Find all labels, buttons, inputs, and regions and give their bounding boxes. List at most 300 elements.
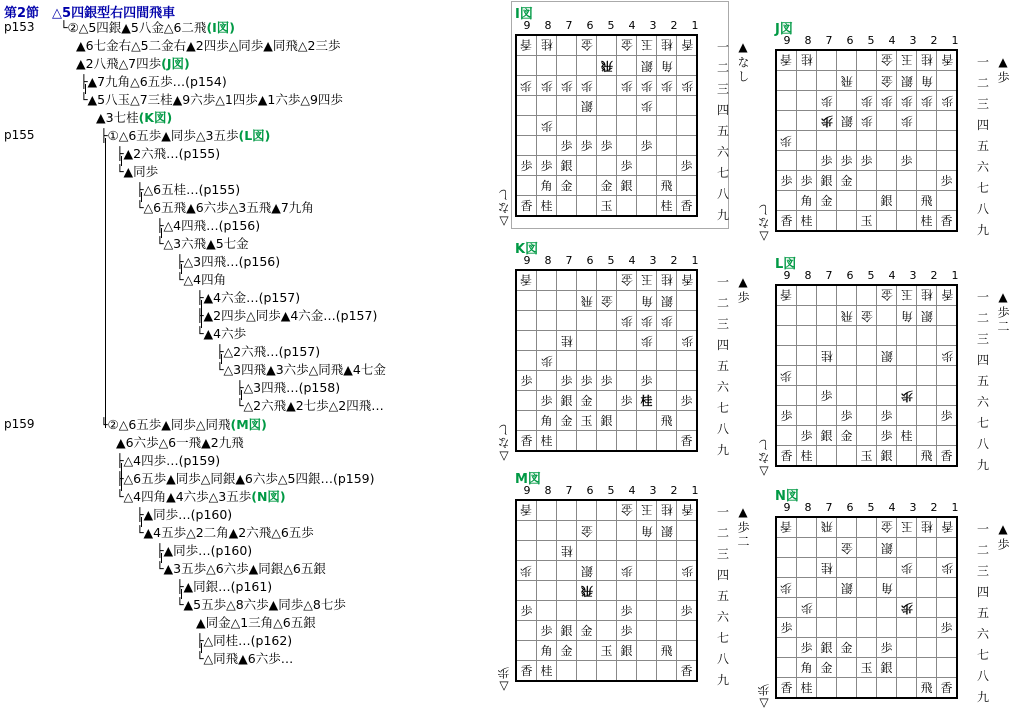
board-square: [877, 326, 897, 346]
board-piece: 玉: [637, 35, 657, 56]
board-square: [597, 621, 617, 641]
tree-line: [196, 651, 293, 666]
board-piece: 金: [817, 191, 837, 211]
board-square: [657, 601, 677, 621]
board-square: [577, 270, 597, 291]
tree-line: [136, 200, 314, 215]
board-square: [837, 618, 857, 638]
board-piece: 金: [557, 641, 577, 661]
board-piece: 金: [617, 270, 637, 291]
board-square: [657, 371, 677, 391]
rank-number: 一: [716, 505, 729, 519]
board-piece: 歩: [797, 426, 817, 446]
rank-number: 九: [716, 208, 729, 222]
file-number: 8: [544, 19, 552, 32]
board-square: [857, 50, 877, 71]
board-square: [877, 678, 897, 699]
file-number: 4: [628, 484, 636, 497]
board-piece: 銀: [617, 176, 637, 196]
board-square: [776, 638, 797, 658]
board-piece: 香: [516, 196, 537, 217]
board-piece: 金: [837, 171, 857, 191]
board-square: [776, 598, 797, 618]
board-square: [817, 618, 837, 638]
board-square: [597, 391, 617, 411]
board-piece: 歩: [937, 91, 958, 111]
board-square: [877, 306, 897, 326]
tree-line: [80, 92, 343, 107]
board-piece: 香: [677, 431, 698, 452]
board-square: [917, 406, 937, 426]
file-number: 4: [628, 19, 636, 32]
board-square: [577, 351, 597, 371]
board-square: [637, 661, 657, 682]
board-square: [577, 541, 597, 561]
sente-hand: ▲歩二: [996, 290, 1010, 334]
board-piece: 銀: [817, 426, 837, 446]
board-square: [537, 311, 557, 331]
board-square: [537, 521, 557, 541]
rank-number: 三: [976, 332, 989, 346]
board-piece: 銀: [577, 561, 597, 581]
board-square: [877, 386, 897, 406]
move-text: ├△3四飛…(p158): [236, 380, 341, 395]
board-square: [597, 96, 617, 116]
shogi-diagram: [497, 240, 750, 464]
tree-branch-line: [105, 138, 106, 428]
board-square: [877, 558, 897, 578]
move-text: ├▲2六飛…(p155): [116, 146, 221, 161]
board-piece: 金: [877, 285, 897, 306]
board-piece: 歩: [537, 351, 557, 371]
board-square: [516, 581, 537, 601]
tree-line: [236, 398, 384, 413]
board-square: [817, 678, 837, 699]
rank-number: 七: [976, 648, 989, 662]
board-square: [557, 601, 577, 621]
rank-number: 六: [716, 610, 729, 624]
page-ref: p153: [4, 20, 35, 34]
board-piece: 玉: [857, 446, 877, 467]
board-square: [857, 638, 877, 658]
board-square: [677, 581, 698, 601]
tree-line: [116, 146, 220, 161]
board-square: [776, 151, 797, 171]
board-square: [537, 56, 557, 76]
board-square: [516, 411, 537, 431]
file-number: 5: [867, 501, 875, 514]
rank-number: 四: [716, 103, 729, 117]
board-piece: 角: [537, 641, 557, 661]
board-piece: 銀: [897, 71, 917, 91]
board-piece: 歩: [897, 598, 917, 618]
rank-number: 二: [976, 76, 989, 90]
file-number: 4: [888, 269, 896, 282]
rank-number: 六: [716, 145, 729, 159]
board-square: [577, 601, 597, 621]
board-square: [537, 541, 557, 561]
board-piece: 香: [937, 678, 958, 699]
board-square: [857, 285, 877, 306]
board-piece: 金: [877, 71, 897, 91]
board-square: [797, 386, 817, 406]
tree-line: [216, 362, 386, 377]
file-number: 1: [951, 34, 959, 47]
board-square: [617, 136, 637, 156]
board-square: [817, 285, 837, 306]
board-piece: 金: [557, 411, 577, 431]
board-square: [677, 136, 698, 156]
board-piece: 銀: [877, 538, 897, 558]
board-square: [897, 658, 917, 678]
board-square: [857, 71, 877, 91]
file-number: 6: [586, 254, 594, 267]
board-piece: 香: [776, 211, 797, 232]
gote-hand: △歩: [757, 683, 771, 711]
board-square: [557, 270, 577, 291]
board-square: [637, 641, 657, 661]
rank-number: 一: [976, 290, 989, 304]
board-piece: 歩: [516, 561, 537, 581]
rank-number: 四: [976, 118, 989, 132]
board-piece: 歩: [516, 76, 537, 96]
move-text: └△6五飛▲6六歩△3五飛▲7九角: [136, 200, 314, 215]
move-text: └▲3五歩△6六歩▲同銀△6五銀: [156, 561, 326, 576]
gote-hand: △なし: [497, 188, 511, 229]
board-square: [516, 391, 537, 411]
board-piece: 歩: [557, 371, 577, 391]
file-number: 4: [888, 34, 896, 47]
board-piece: 香: [516, 500, 537, 521]
board-square: [657, 96, 677, 116]
tree-line: [116, 489, 286, 504]
board-square: [617, 116, 637, 136]
board-square: [577, 331, 597, 351]
board-square: [537, 371, 557, 391]
board-piece: 香: [677, 500, 698, 521]
board-square: [637, 411, 657, 431]
board-square: [817, 366, 837, 386]
file-number: 9: [783, 269, 791, 282]
board-square: [797, 406, 817, 426]
board-piece: 銀: [597, 411, 617, 431]
board-square: [797, 618, 817, 638]
board-square: [657, 116, 677, 136]
board-square: [516, 291, 537, 311]
board-grid: [515, 499, 698, 682]
rank-number: 三: [716, 82, 729, 96]
board-square: [897, 638, 917, 658]
board-square: [597, 541, 617, 561]
file-number: 5: [867, 34, 875, 47]
page-ref: p155: [4, 128, 35, 142]
board-piece: 金: [857, 306, 877, 326]
board-square: [776, 426, 797, 446]
board-piece: 歩: [637, 96, 657, 116]
board-square: [817, 578, 837, 598]
rank-number: 五: [716, 589, 729, 603]
board-square: [837, 386, 857, 406]
rank-number: 二: [716, 526, 729, 540]
board-square: [597, 601, 617, 621]
board-piece: 金: [617, 35, 637, 56]
board-piece: 香: [516, 661, 537, 682]
board-piece: 銀: [837, 578, 857, 598]
board-piece: 歩: [937, 346, 958, 366]
move-text: ├△6五桂…(p155): [136, 182, 241, 197]
board-piece: 桂: [917, 50, 937, 71]
board-square: [877, 598, 897, 618]
board-piece: 歩: [877, 426, 897, 446]
file-number: 8: [544, 254, 552, 267]
rank-number: 六: [976, 395, 989, 409]
file-number: 7: [825, 34, 833, 47]
board-square: [557, 661, 577, 682]
tree-line: [100, 417, 267, 432]
board-piece: 角: [917, 71, 937, 91]
rank-number: 五: [976, 374, 989, 388]
board-piece: 銀: [817, 171, 837, 191]
board-piece: 香: [516, 35, 537, 56]
board-square: [797, 111, 817, 131]
board-square: [857, 578, 877, 598]
board-square: [657, 581, 677, 601]
board-piece: 歩: [537, 76, 557, 96]
rank-number: 二: [716, 61, 729, 75]
board-square: [877, 618, 897, 638]
board-piece: 金: [837, 426, 857, 446]
board-square: [577, 311, 597, 331]
board-piece: 歩: [557, 136, 577, 156]
board-square: [617, 661, 637, 682]
board-piece: 歩: [797, 598, 817, 618]
board-square: [817, 538, 837, 558]
board-square: [817, 406, 837, 426]
board-square: [817, 446, 837, 467]
rank-number: 八: [716, 187, 729, 201]
board-square: [776, 191, 797, 211]
board-square: [657, 351, 677, 371]
board-square: [597, 581, 617, 601]
rank-number: 一: [716, 40, 729, 54]
board-square: [516, 96, 537, 116]
board-square: [877, 151, 897, 171]
board-piece: 飛: [917, 446, 937, 467]
tree-line: [176, 597, 346, 612]
board-square: [776, 71, 797, 91]
move-text: ├△2六飛…(p157): [216, 344, 321, 359]
board-square: [937, 638, 958, 658]
board-square: [577, 56, 597, 76]
board-square: [837, 446, 857, 467]
tree-line: [156, 236, 249, 251]
board-square: [937, 658, 958, 678]
board-piece: 桂: [537, 196, 557, 217]
file-number: 7: [565, 254, 573, 267]
board-square: [597, 431, 617, 452]
tree-line: [156, 543, 252, 558]
board-piece: 桂: [797, 678, 817, 699]
board-piece: 玉: [637, 500, 657, 521]
board-square: [897, 618, 917, 638]
board-square: [577, 431, 597, 452]
file-number: 4: [888, 501, 896, 514]
board-square: [837, 50, 857, 71]
file-number: 1: [951, 269, 959, 282]
board-piece: 歩: [897, 151, 917, 171]
board-square: [677, 411, 698, 431]
board-piece: 角: [797, 191, 817, 211]
board-piece: 歩: [617, 156, 637, 176]
board-square: [937, 131, 958, 151]
file-number: 9: [783, 501, 791, 514]
move-text: ├△3四飛…(p156): [176, 254, 281, 269]
rank-number: 九: [716, 673, 729, 687]
rank-number: 一: [976, 55, 989, 69]
board-piece: 歩: [637, 76, 657, 96]
board-piece: 歩: [877, 91, 897, 111]
file-number: 9: [783, 34, 791, 47]
board-piece: 桂: [917, 211, 937, 232]
board-piece: 香: [937, 211, 958, 232]
board-square: [817, 211, 837, 232]
board-square: [657, 661, 677, 682]
board-square: [877, 211, 897, 232]
rank-number: 七: [976, 416, 989, 430]
board-square: [516, 56, 537, 76]
board-piece: 歩: [677, 331, 698, 351]
board-piece: 歩: [877, 406, 897, 426]
board-square: [837, 285, 857, 306]
board-piece: 金: [577, 35, 597, 56]
board-piece: 歩: [677, 156, 698, 176]
board-square: [537, 136, 557, 156]
move-text: └▲4五歩△2二角▲2六飛△6五歩: [136, 525, 314, 540]
board-square: [637, 561, 657, 581]
board-square: [557, 56, 577, 76]
board-square: [917, 326, 937, 346]
board-square: [677, 291, 698, 311]
board-grid: [775, 516, 958, 699]
board-piece: 桂: [917, 517, 937, 538]
board-square: [776, 111, 797, 131]
file-number: 7: [565, 19, 573, 32]
board-square: [917, 171, 937, 191]
board-piece: 歩: [857, 91, 877, 111]
rank-number: 九: [976, 223, 989, 237]
board-square: [516, 331, 537, 351]
board-piece: 桂: [897, 426, 917, 446]
file-number: 6: [846, 34, 854, 47]
board-square: [776, 91, 797, 111]
board-square: [937, 191, 958, 211]
rank-number: 八: [716, 422, 729, 436]
board-square: [537, 500, 557, 521]
move-text: └▲4六歩: [196, 326, 247, 341]
board-piece: 銀: [557, 621, 577, 641]
board-square: [917, 426, 937, 446]
board-piece: 桂: [537, 35, 557, 56]
move-text: ├▲同銀…(p161): [176, 579, 273, 594]
board-square: [797, 71, 817, 91]
board-square: [877, 171, 897, 191]
board-square: [917, 598, 937, 618]
diagram-ref: (N図): [251, 489, 286, 504]
board-piece: 角: [537, 176, 557, 196]
board-piece: 角: [637, 521, 657, 541]
board-piece: 角: [877, 578, 897, 598]
tree-line: [236, 380, 340, 395]
board-piece: 角: [637, 291, 657, 311]
board-piece: 玉: [637, 270, 657, 291]
board-square: [797, 131, 817, 151]
board-square: [817, 71, 837, 91]
board-square: [776, 558, 797, 578]
sente-hand: ▲なし: [736, 40, 750, 84]
board-square: [897, 191, 917, 211]
board-square: [877, 111, 897, 131]
board-square: [817, 326, 837, 346]
board-piece: 桂: [797, 211, 817, 232]
board-square: [917, 558, 937, 578]
board-grid: [775, 284, 958, 467]
rank-number: 三: [716, 317, 729, 331]
file-number: 2: [670, 19, 678, 32]
board-square: [617, 56, 637, 76]
board-square: [557, 196, 577, 217]
board-square: [557, 521, 577, 541]
board-piece: 飛: [837, 71, 857, 91]
gote-hand: △なし: [497, 423, 511, 464]
tree-line: [196, 615, 316, 630]
move-text: └△同飛▲6六歩…: [196, 651, 294, 666]
board-square: [557, 311, 577, 331]
diagram-ref: (L図): [238, 128, 271, 143]
board-square: [837, 678, 857, 699]
board-square: [637, 601, 657, 621]
board-piece: 角: [657, 56, 677, 76]
board-piece: 歩: [837, 151, 857, 171]
board-piece: 桂: [817, 558, 837, 578]
move-text: ├▲4六金…(p157): [196, 290, 301, 305]
board-piece: 歩: [776, 366, 797, 386]
board-square: [917, 366, 937, 386]
file-number: 2: [670, 254, 678, 267]
board-square: [516, 521, 537, 541]
board-square: [577, 156, 597, 176]
board-square: [897, 538, 917, 558]
board-square: [677, 176, 698, 196]
board-square: [516, 136, 537, 156]
board-piece: 歩: [617, 76, 637, 96]
diagram-ref: (M図): [230, 417, 267, 432]
board-square: [917, 578, 937, 598]
board-square: [897, 406, 917, 426]
rank-number: 三: [976, 564, 989, 578]
board-square: [597, 561, 617, 581]
board-square: [617, 291, 637, 311]
page-title: 第2節 △5四銀型右四間飛車: [4, 6, 176, 21]
rank-number: 六: [976, 627, 989, 641]
tree-line: [80, 74, 227, 89]
board-square: [677, 641, 698, 661]
board-square: [797, 306, 817, 326]
diagram-label: J図: [775, 22, 793, 37]
board-piece: 歩: [776, 406, 797, 426]
sente-hand: ▲歩: [996, 522, 1010, 552]
board-square: [837, 558, 857, 578]
tree-line: [116, 471, 375, 486]
